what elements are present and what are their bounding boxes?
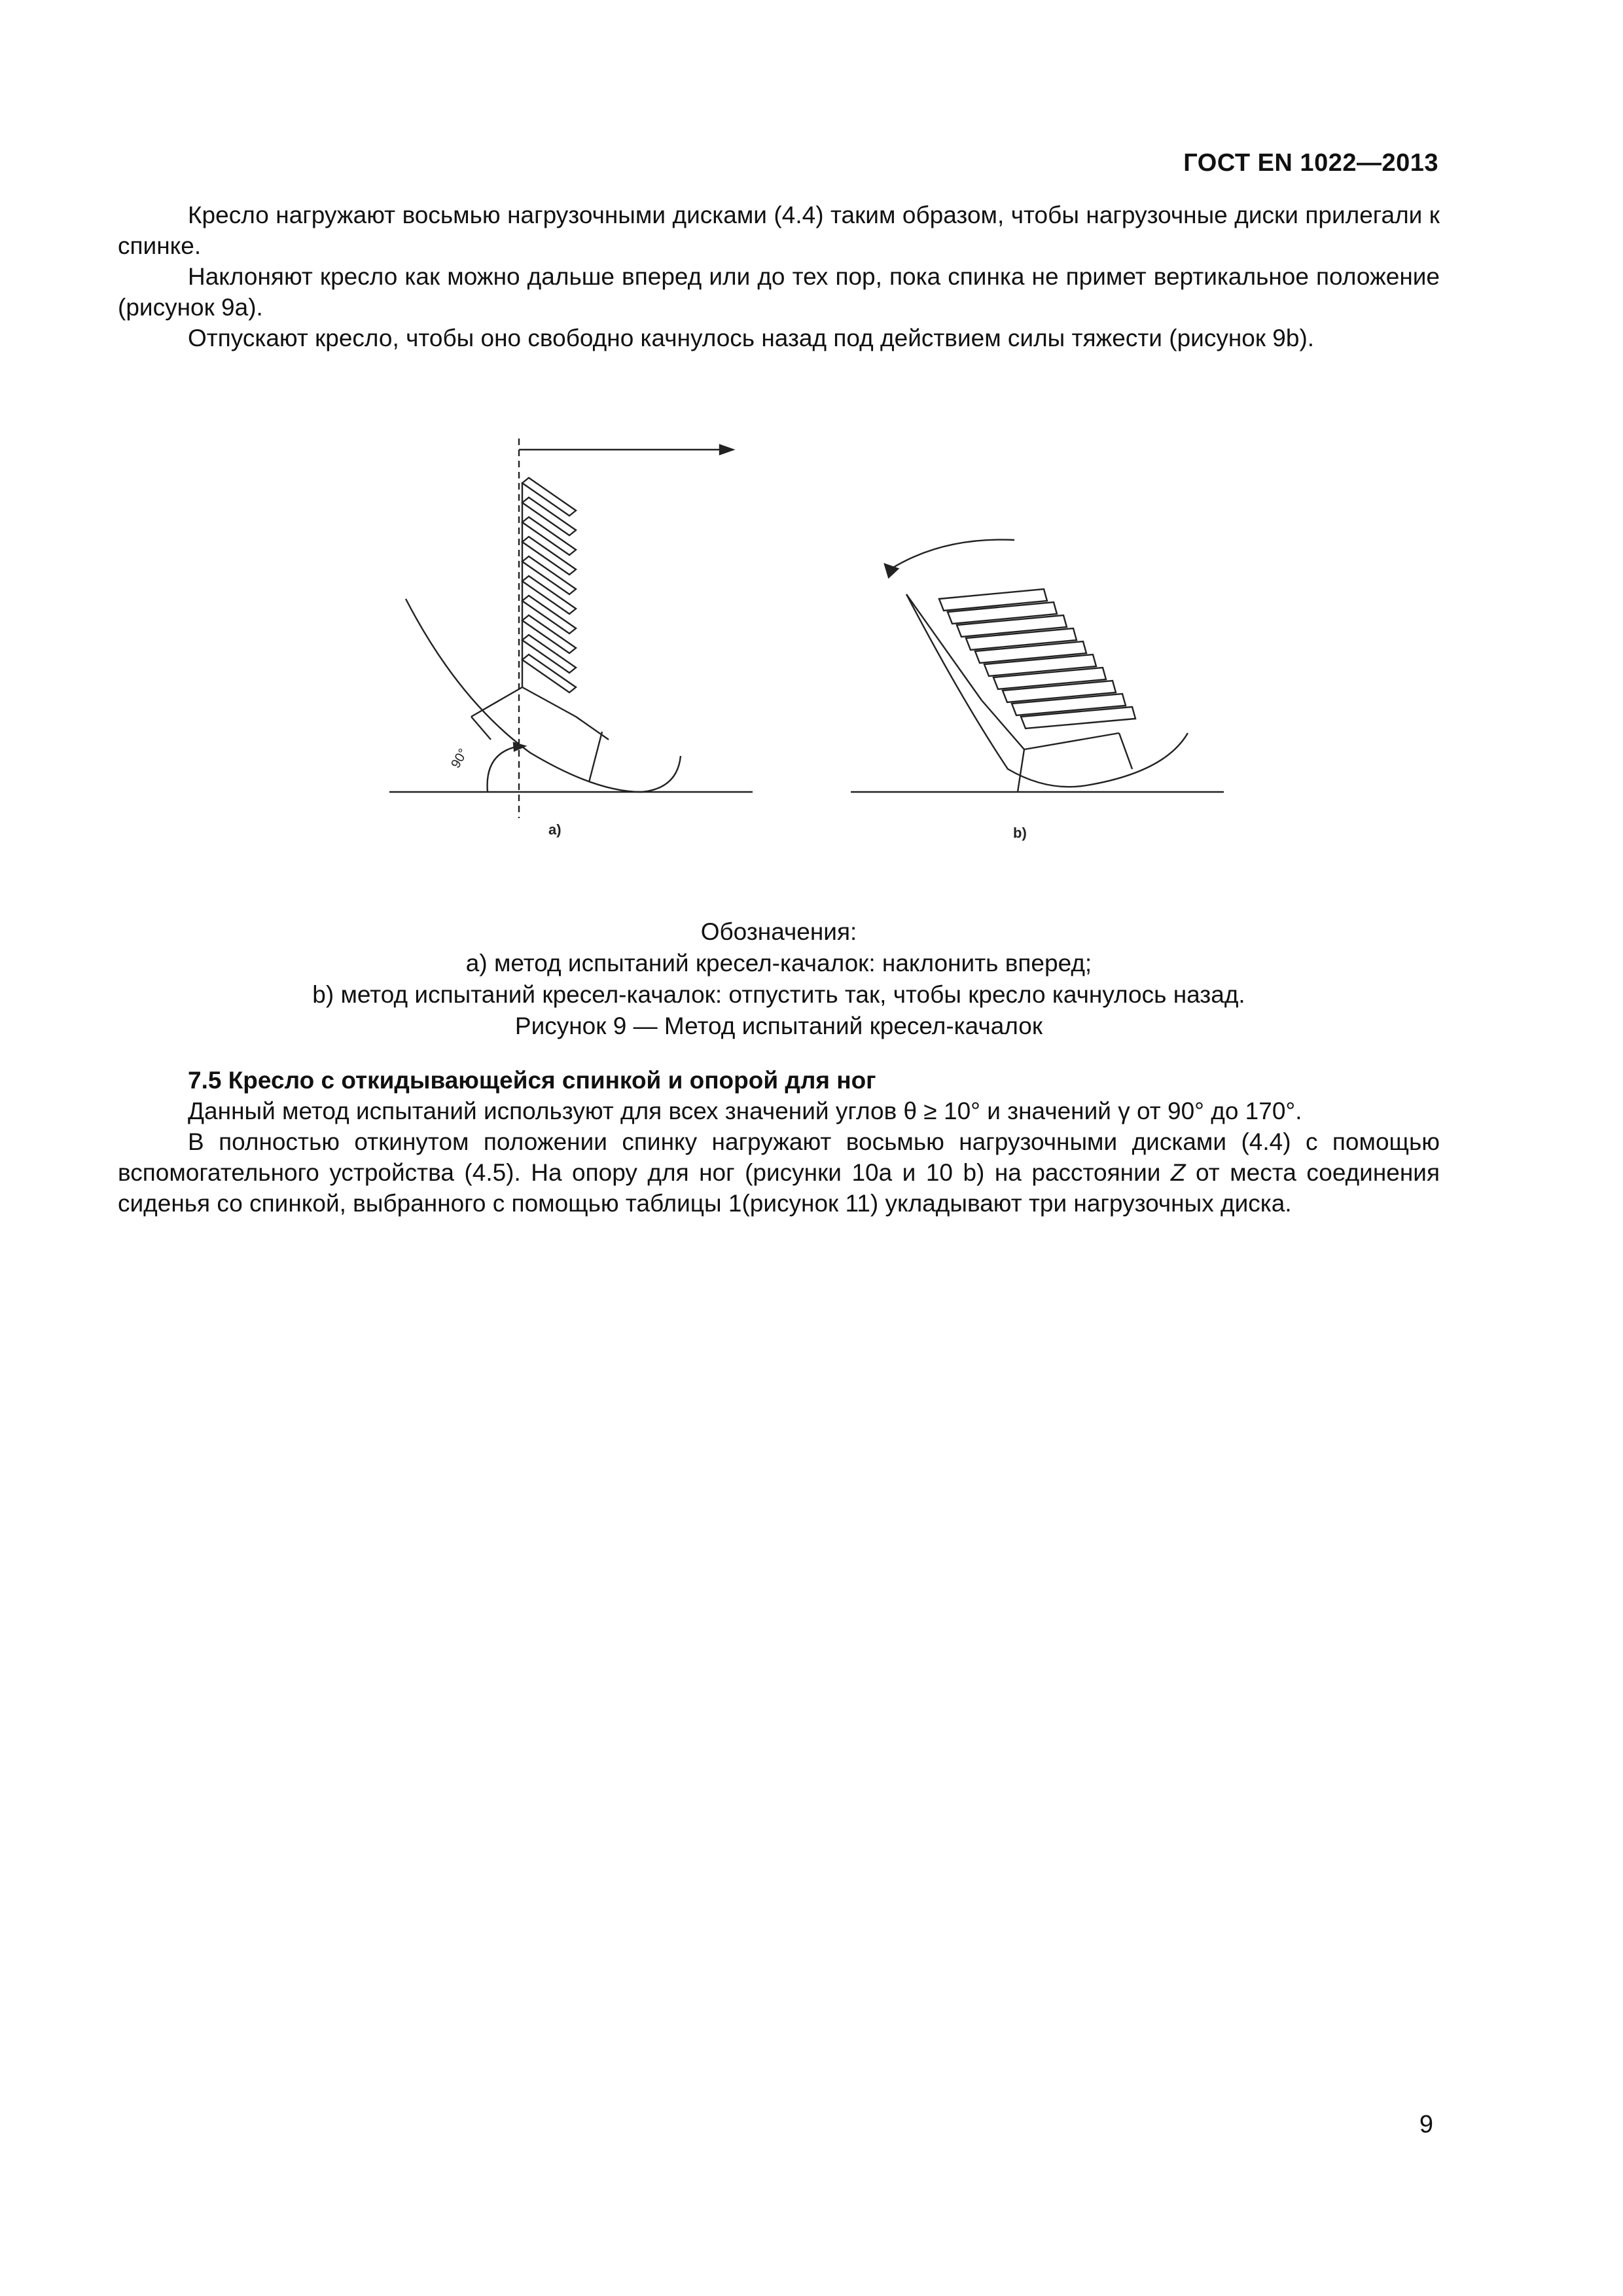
document-header: ГОСТ EN 1022—2013 [1183,149,1438,177]
legend-item-b: b) метод испытаний кресел-качалок: отпустить так, чтобы кресло качнулось назад. [312,981,1245,1008]
figure-9 [380,425,1243,857]
push-arrow-head [720,445,733,454]
paragraph: Наклоняют кресло как можно дальше вперед или до тех пор, пока спинка не примет вертикальное положение (рисунок 9а). [118,263,1440,321]
swing-arrow-curve [890,540,1014,569]
rocking-chair-diagram [380,425,1243,857]
figure-caption [118,916,1440,1042]
paragraph-text: от места соединения сиденья со спинкой, выбранного с помощью таблицы 1(рисунок 11) укладывают три нагрузочных диска. [118,1159,1440,1217]
legend-item-a: а) метод испытаний кресел-качалок: наклонить вперед; [465,950,1092,977]
paragraph-text: В полностью откинутом положении спинку нагружают восьмью нагрузочными дисками (4.4) с помощью вспомогательного устройства (4.5). На опору для ног (рисунки 10а и 10 b) на расстоянии [118,1128,1440,1186]
seat-strut-a [471,717,491,740]
figure-label-b: b) [1013,825,1027,841]
figure-title: Рисунок 9 — Метод испытаний кресел-качалок [514,1013,1043,1039]
paragraph: Кресло нагружают восьмью нагрузочными дисками (4.4) таким образом, чтобы нагрузочные диски прилегали к спинке. [118,202,1440,259]
intro-text [118,200,1440,353]
legend-title: Обозначения: [700,918,857,945]
front-leg-b [1018,749,1024,792]
seat-frame-lower-a [576,717,609,740]
paragraph: Данный метод испытаний используют для всех значений углов θ ≥ 10° и значений γ от 90° до 170°. [188,1098,1302,1124]
backrest-lower-b [982,700,1024,749]
section-7-5 [118,1065,1440,1219]
section-title: 7.5 Кресло с откидывающейся спинкой и опорой для ног [188,1067,876,1094]
rear-leg-a [589,732,602,782]
angle-arc [488,746,519,792]
load-discs-a [522,478,576,692]
seat-line-b [1024,733,1119,749]
angle-label: 90° [448,746,471,771]
rear-leg-b [1119,733,1132,769]
page-number: 9 [1419,2111,1433,2138]
seat-link-a [471,687,522,717]
paragraph [118,1126,1440,1219]
figure-label-a: a) [548,821,562,838]
rocker-curve-b [906,594,1188,787]
variable-z: Z [1170,1159,1186,1186]
paragraph: Отпускают кресло, чтобы оно свободно качнулось назад под действием силы тяжести (рисунок 9b). [188,325,1315,351]
angle-arrow-head [514,743,525,751]
rocker-curve-a [406,599,681,792]
